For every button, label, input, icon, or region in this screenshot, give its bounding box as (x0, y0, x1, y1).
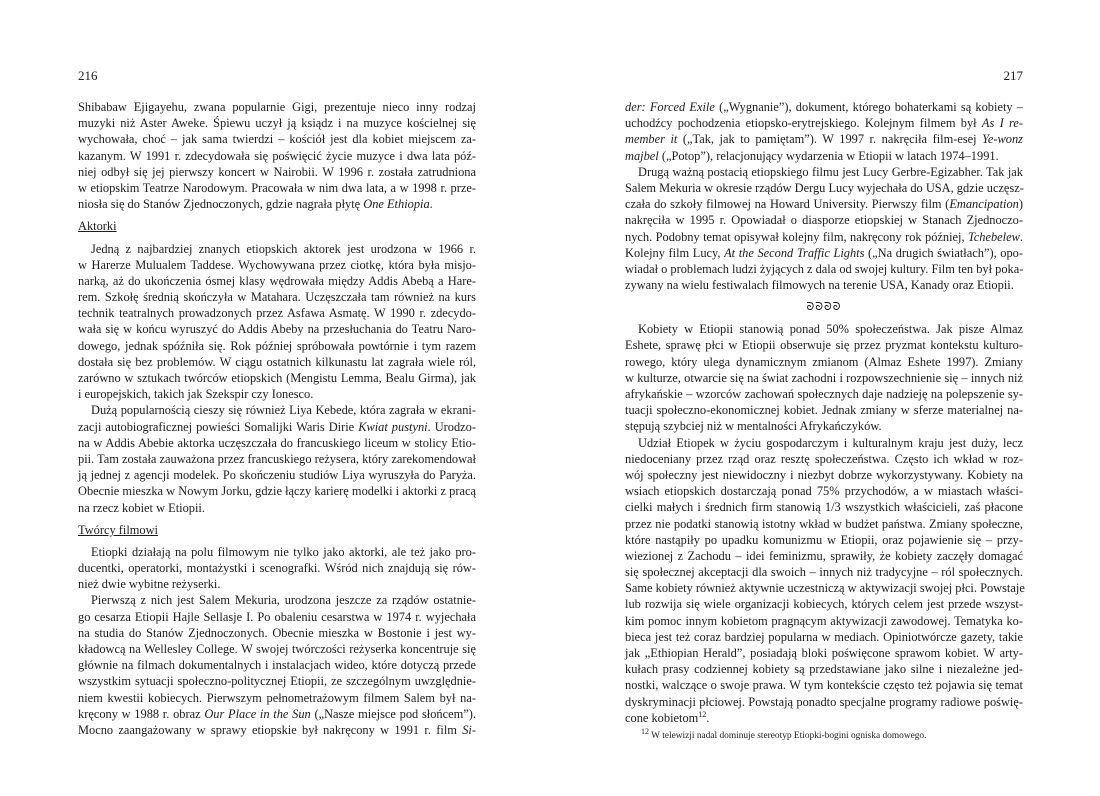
text-line (78, 690, 476, 706)
line-text: Mocno zaangażowany w sprawy etiopskie był nakręcony w 1991 r. film (78, 722, 463, 737)
line-text: Twórcy filmowi (78, 522, 159, 537)
text-line (78, 560, 476, 576)
text-line (78, 467, 476, 483)
text-line (78, 338, 476, 354)
text-line (625, 164, 1023, 180)
text-line (625, 596, 1023, 612)
line-text: technik teatralnych prowadzonych przez Asfawa Asmatę. W 1990 r. zdecydo- (78, 306, 476, 321)
text-line (625, 564, 1023, 580)
line-text: rowego, który ulega dynamicznym zmianom (Almaz Eshete 1997). Zmiany (625, 354, 1023, 369)
text-line (625, 261, 1023, 277)
text-line (625, 229, 1023, 245)
line-text: kręcony w 1988 r. obraz (78, 706, 205, 721)
italic-title: Our Place in the Sun (204, 706, 311, 721)
text-line (625, 483, 1023, 499)
left-page (78, 0, 476, 796)
footnote (641, 726, 1023, 743)
line-text: niosła się do Stanów Zjednoczonych, gdzie nagrała płytę (78, 197, 364, 212)
text-line (78, 196, 476, 212)
page-number-right: 217 (1003, 68, 1023, 83)
footnote-marker: 12 (698, 709, 707, 719)
text-line (625, 532, 1023, 548)
text-line (625, 148, 1023, 164)
text-line (625, 402, 1023, 418)
line-text-after: . Urodzo- (427, 419, 477, 434)
italic-title: Kwiat pustyni (358, 419, 428, 434)
text-line (625, 435, 1023, 451)
text-line (78, 273, 476, 289)
text-line (78, 257, 476, 273)
line-text: zywany na wielu festiwalach filmowych na terenie USA, Kanady oraz Etiopii. (625, 278, 1014, 293)
line-text: niedoceniany przez rząd oraz resztę społeczeństwa. Często ich wkład w roz- (625, 451, 1023, 466)
line-text: które nastąpiły po upadku komunizmu w Etiopii, oraz pojawienie się – przy- (625, 532, 1023, 547)
line-text: w etiopskim Teatrze Narodowym. Pracowała w nim dwa lata, a w 1998 r. prze- (78, 180, 476, 195)
text-line (625, 386, 1023, 402)
italic-title: member it (625, 132, 678, 147)
line-text: rem. Szkołę średnią skończyła w Matahara. Uczęszczała tam również na kurs (78, 290, 476, 305)
text-line (78, 148, 476, 164)
line-text-after: („Tak, jak to pamiętam”). W 1997 r. nakręciła film-esej (677, 132, 983, 147)
text-line (78, 625, 476, 641)
line-text: Dużą popularnością cieszy się również Liya Kebede, która zagrała w ekrani- (91, 403, 476, 418)
text-line (625, 677, 1023, 693)
text-line (78, 402, 476, 418)
text-line (625, 196, 1023, 212)
line-text: na rzecz kobiet w Etiopii. (78, 500, 205, 515)
line-text: cielki małych i średnich firm stanowią 1/3 wszystkich właścicieli, zaś płacone (625, 500, 1023, 515)
line-text: Shibabaw Ejigayehu, zwana popularnie Gigi, prezentuje nieco inny rodzaj (78, 100, 476, 114)
line-text: lub rozwija się wiele organizacji kobiecych, których celem jest przede wszyst- (625, 597, 1023, 612)
line-text: wsiach etiopskich dostarczają ponad 75% przychodów, a w miastach właści- (625, 484, 1023, 499)
line-text: uchodźcy pochodzenia etiopsko-erytrejskiego. Kolejnym filmem był (625, 116, 982, 131)
text-line (625, 115, 1023, 131)
right-page-text (625, 99, 1023, 743)
text-line (78, 722, 476, 738)
line-text: niem kwestii kobiecych. Pierwszym pełnometrażowym filmem Salem był na- (78, 690, 476, 705)
text-line (78, 657, 476, 673)
footnote-number: 12 (641, 726, 649, 736)
italic-title: At the Second Traffic Lights (724, 245, 865, 260)
text-line (78, 370, 476, 386)
line-text: Pierwszą z nich jest Salem Mekuria, urodzona jeszcze za rządów ostatnie- (91, 593, 476, 608)
text-line (78, 354, 476, 370)
line-text: wała się w końcu wyruszyć do Addis Abeby na przesłuchania do Teatru Naro- (78, 322, 476, 337)
line-text: ducentki, operatorki, montażystki i scenografki. Wśród nich znajdują się rów- (78, 561, 476, 576)
line-text: zarówno w sztukach twórców etiopskich (Mengistu Lemma, Bealu Girma), jak (78, 371, 476, 385)
text-line (78, 451, 476, 467)
text-line (78, 641, 476, 657)
line-text: go cesarza Etiopii Hajle Sellasje I. Po obaleniu cesarstwa w 1974 r. wyjechała (78, 609, 476, 624)
text-line (625, 629, 1023, 645)
text-line (625, 516, 1023, 532)
text-line (625, 370, 1023, 386)
text-line (625, 710, 1023, 726)
text-line (625, 131, 1023, 147)
line-text: zacji autobiograficznej powieści Somalijki Waris Dirie (78, 419, 359, 434)
text-line (78, 592, 476, 608)
left-page-text (78, 99, 476, 738)
line-text: kułach prasy codziennej kobiety są przedstawiane jako silne i niezależne jed- (625, 662, 1023, 677)
text-line (78, 419, 476, 435)
line-text: wiadał o problemach ludzi żyjących z dala od swojej kultury. Film ten był poka- (625, 261, 1024, 276)
section-heading (78, 218, 476, 234)
text-line (625, 277, 1023, 293)
line-text-after: . (1019, 229, 1023, 244)
line-text-after: („Wygnanie”), dokument, którego bohaterkami są kobiety – (714, 100, 1023, 114)
text-line (78, 180, 476, 196)
line-text: się społecznej akceptacji dla swoich – innych niż tradycyjne – ról społecznych. (625, 565, 1023, 580)
italic-title: der: Forced Exile (625, 100, 715, 114)
text-line (78, 305, 476, 321)
text-line (625, 180, 1023, 196)
text-line (625, 499, 1023, 515)
text-line (625, 99, 1023, 115)
line-text: Eshete, sprawę płci w Etiopii obserwuje się przez pryzmat kontekstu kulturo- (625, 338, 1023, 353)
line-text-after: („Potop”), relacjonujący wydarzenia w Etiopii w latach 1974–1991. (658, 148, 999, 163)
line-text: w kulturze, otwarcie się na świat zachodni i rozpowszechnienie się – innych niż (625, 370, 1023, 385)
line-text-after: . (706, 710, 710, 725)
text-line (78, 241, 476, 257)
line-text: dyskryminacji płciowej. Powstają ponadto specjalne programy radiowe poświę- (625, 694, 1023, 709)
line-text: przez nie podatki stanowią istotny wkład w budżet państwa. Zmiany społeczne, (625, 516, 1023, 531)
line-text-after: („Nasze miejsce pod słońcem”). (310, 706, 476, 721)
line-text: cone kobietom (625, 710, 699, 725)
text-line (78, 115, 476, 131)
line-text: nych. Podobny temat opisywał kolejny film, nakręcony rok później, (625, 229, 969, 244)
text-line (78, 576, 476, 592)
text-line (625, 661, 1023, 677)
line-text: kazanym. W 1991 r. zdecydowała się poświęcić życie muzyce i dwa lata póź- (78, 148, 476, 163)
italic-title: majbel (625, 148, 659, 163)
line-text: Kolejny film Lucy, (625, 245, 725, 260)
text-line (78, 500, 476, 516)
line-text-after: . (429, 197, 433, 212)
section-ornament: ᘐᘐᘐᘐ (806, 301, 842, 314)
line-text: Jedną z najbardziej znanych etiopskich aktorek jest urodzona w 1966 r. (91, 241, 476, 256)
text-line (78, 289, 476, 305)
line-text: tuacji społeczno-ekonomicznej kobiet. Jednak zmiany w sferze materialnej na- (625, 403, 1023, 418)
text-line (625, 354, 1023, 370)
line-text: Drugą ważną postacią etiopskiego filmu jest Lucy Gerbre-Egizabher. Tak jak (638, 164, 1023, 179)
text-line (625, 337, 1023, 353)
italic-title: Ye-wonz (982, 132, 1023, 147)
page-number-left: 216 (78, 68, 98, 83)
text-line (625, 645, 1023, 661)
line-text: kim pomoc innym kobietom pragnącym aktywizacji zawodowej. Tematyka ko- (625, 613, 1023, 628)
footnote-text: W telewizji nadal dominuje stereotyp Etiopki-bogini ogniska domowego. (649, 730, 927, 741)
line-text: ją jednej z agencji modelek. Po skończeniu studiów Liya wyruszyła do Paryża. (78, 468, 476, 483)
line-text: kładowcą na Wellesley College. W swojej twórczości reżyserka koncentruje się (78, 642, 476, 656)
line-text-after: („Na drugich światłach”), opo- (864, 245, 1023, 260)
text-line (78, 164, 476, 180)
line-text: pii. Tam została zauważona przez francuskiego reżysera, który zarekomendował (78, 451, 476, 466)
text-line (625, 418, 1023, 434)
italic-title: Tchebelew (968, 229, 1020, 244)
text-line (78, 386, 476, 402)
line-text: stępują szybciej niż w mentalności Afrykańczyków. (625, 419, 882, 434)
text-line (625, 580, 1023, 596)
italic-title: As I re- (981, 116, 1023, 131)
text-line (625, 451, 1023, 467)
text-line (78, 99, 476, 115)
line-text: Same kobiety również aktywnie uczestniczą w aktywizacji swojej płci. Powstaje (625, 581, 1025, 596)
section-heading (78, 522, 476, 538)
text-line (625, 613, 1023, 629)
italic-title: Si- (462, 722, 476, 737)
line-text: dowego, jednak spóźniła się. Rok później spróbowała powtórnie i tym razem (78, 338, 476, 353)
line-text: nież dwie wybitne reżyserki. (78, 577, 221, 592)
line-text: bieca jest też coraz bardziej popularna w mediach. Opiniotwórcze gazety, takie (625, 629, 1023, 644)
line-text: Udział Etiopek w życiu gospodarczym i kulturalnym kraju jest duży, lecz (638, 435, 1023, 450)
text-line (78, 483, 476, 499)
text-line (625, 694, 1023, 710)
line-text: niej odbył się jej pierwszy koncert w Nairobii. W 1996 r. została zatrudniona (78, 164, 476, 179)
text-line (625, 245, 1023, 261)
line-text: Kobiety w Etiopii stanowią ponad 50% społeczeństwa. Jak pisze Almaz (638, 322, 1023, 337)
line-text-after: ) (1018, 197, 1023, 212)
text-line (78, 673, 476, 689)
text-line (625, 467, 1023, 483)
line-text: czała do szkoły filmowej na Howard University. Pierwszy film ( (625, 197, 950, 212)
text-line (625, 212, 1023, 228)
line-text: Etiopki działają na polu filmowym nie tylko jako aktorki, ale też jako pro- (91, 544, 476, 559)
text-line (78, 544, 476, 560)
line-text: nakręciła w 1995 r. Opowiadał o diasporze etiopskiej w Stanach Zjednoczo- (625, 213, 1023, 228)
line-text: wój społeczny jest niewidoczny i niezbyt dobrze wykorzystywany. Kobiety na (625, 467, 1023, 482)
line-text: dostała się bez problemów. W ciągu ostatnich kilkunastu lat zagrała wiele ról, (78, 354, 476, 369)
text-line (78, 131, 476, 147)
line-text: afrykańskie – wzorców zachowań społecznych daje nadzieję na polepszenie sy- (625, 387, 1023, 401)
text-line (625, 321, 1023, 337)
line-text: jak „Ethiopian Herald”, posiadają bloki poświęcone sprawom kobiet. W arty- (625, 646, 1023, 660)
line-text: i europejskich, takich jak Szekspir czy Ionesco. (78, 387, 314, 402)
line-text: wiezionej z Zachodu – idei feminizmu, sprawiły, że kobiety zaczęły domagać (625, 548, 1023, 563)
line-text: Obecnie mieszka w Nowym Jorku, gdzie łączy karierę modelki i aktorki z pracą (78, 484, 476, 499)
line-text: nostki, walczące o swoje prawa. W tym kontekście często też pojawia się temat (625, 678, 1023, 693)
line-text: Aktorki (78, 219, 117, 234)
line-text: głównie na filmach dokumentalnych i instalacjach wideo, które dotyczą przede (78, 658, 476, 673)
line-text: w Harerze Mulualem Taddese. Wychowywana przez ciotkę, która była misjo- (78, 257, 476, 272)
line-text: muzyki niż Aster Aweke. Śpiewu uczył ją ksiądz i na muzyce kościelnej się (78, 116, 476, 131)
line-text: Salem Mekuria w okresie rządów Dergu Lucy wyjechała do USA, gdzie uczęsz- (625, 180, 1024, 195)
line-text: narką, aż do ukończenia ósmej klasy wędrowała między Addis Abebą a Hare- (78, 273, 476, 288)
text-line (78, 706, 476, 722)
italic-title: One Ethiopia (363, 197, 430, 212)
line-text: na w Addis Abebie aktorka uczęszczała do francuskiego liceum w stolicy Etio- (78, 435, 476, 450)
line-text: wszystkim sytuacji społeczno-politycznej Etiopii, ze szczególnym uwzględnie- (78, 674, 476, 689)
text-line (78, 321, 476, 337)
right-page (625, 0, 1023, 796)
text-line (78, 609, 476, 625)
text-line (625, 548, 1023, 564)
italic-title: Emancipation (949, 197, 1019, 212)
line-text: wychowała, choć – jak sama twierdzi – kościół jest dla kobiet miejscem za- (78, 132, 476, 147)
text-line (78, 435, 476, 451)
line-text: na studia do Stanów Zjednoczonych. Obecnie mieszka w Bostonie i jest wy- (78, 625, 476, 640)
